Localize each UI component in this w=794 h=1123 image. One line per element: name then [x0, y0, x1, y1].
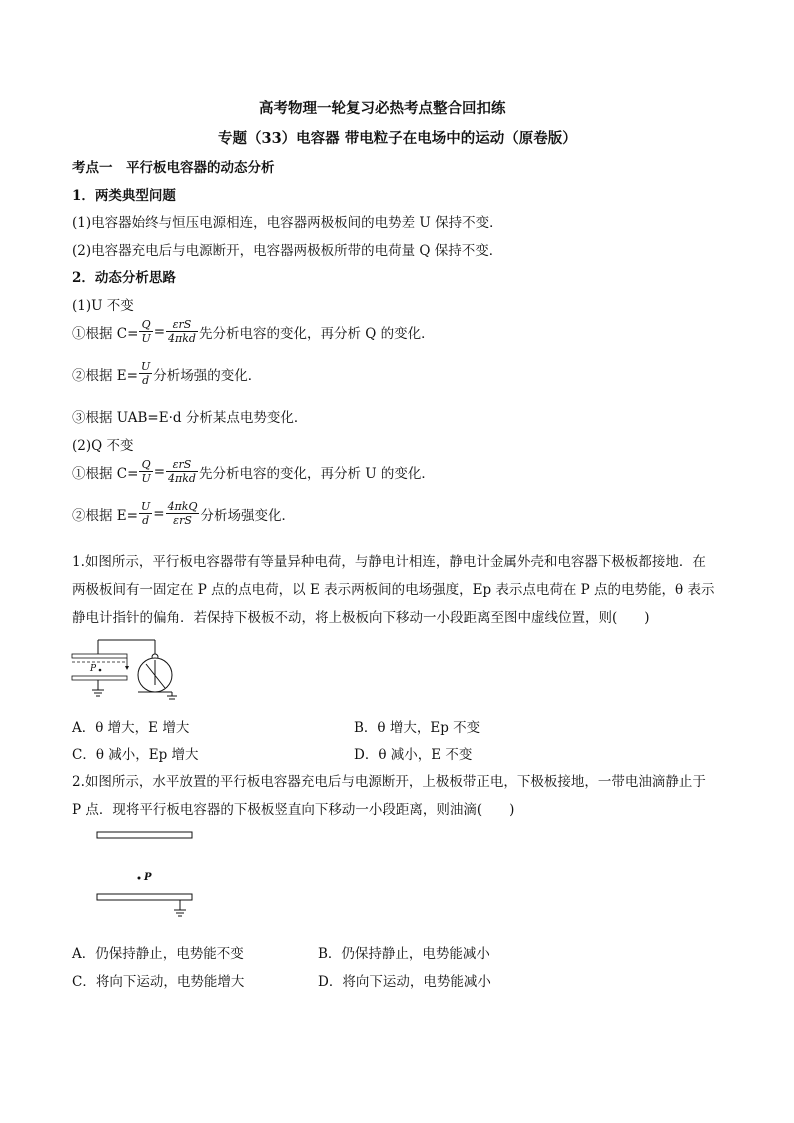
option-d[interactable]: D．θ 减小，E 不变 [354, 747, 473, 763]
denominator: εrS [173, 514, 192, 527]
denominator: U [141, 332, 151, 345]
case-label: (2)Q 不变 [72, 438, 134, 454]
fraction-capacitance [166, 318, 198, 345]
formula-suffix: 分析场强变化． [200, 507, 295, 524]
fraction-q-over-u [139, 458, 152, 485]
formula-line: ①根据 C= $\frac{Q}{U}$ = $\frac{\text{εrS}}{\text{4πkd}}$ 先分析电容的变化，再分析 U 的变化． [72, 458, 435, 485]
formula-suffix: 先分析电容的变化，再分析 U 的变化． [198, 465, 435, 482]
point-p-label: P [90, 664, 97, 674]
option-a[interactable]: A．θ 增大，E 增大 [72, 720, 190, 736]
denominator: 4πkd [168, 472, 196, 485]
numerator: Q [139, 458, 152, 472]
formula-prefix: ②根据 E= [72, 507, 138, 524]
numerator: U [140, 360, 151, 373]
question-2-text: 2.如图所示，水平放置的平行板电容器充电后与电源断开，上极板带正电，下极板接地，一带电油滴静止于 [72, 774, 706, 790]
denominator: U [141, 472, 151, 485]
page-title: 高考物理一轮复习必热考点整合回扣练 [259, 100, 506, 117]
formula-prefix: ①根据 C= [72, 325, 139, 342]
fraction-u-over-d [139, 360, 152, 387]
paragraph: (2)电容器充电后与电源断开，电容器两极板所带的电荷量 Q 保持不变． [72, 243, 503, 259]
fraction-u-over-d [139, 500, 152, 527]
question-1-figure [70, 630, 190, 705]
formula-line: ②根据 E= $\frac{U}{d}$ = $\frac{\text{4πkQ}}{\text{εrS}}$ 分析场强变化． [72, 500, 295, 527]
option-b[interactable]: B．仍保持静止，电势能减小 [318, 946, 490, 962]
question-1-text: 两极板间有一固定在 P 点的点电荷，以 E 表示两板间的电场强度，Ep 表示点电荷在 P 点的电势能，θ 表示 [72, 582, 715, 598]
numerator: εrS [166, 318, 198, 332]
option-a[interactable]: A．仍保持静止，电势能不变 [72, 946, 244, 962]
formula-line: ①根据 C= $\frac{Q}{U}$ = $\frac{\text{εrS}}{\text{4πkd}}$ 先分析电容的变化，再分析 Q 的变化． [72, 318, 435, 345]
section-heading: 考点一 平行板电容器的动态分析 [72, 160, 275, 176]
option-b[interactable]: B．θ 增大，Ep 不变 [354, 720, 481, 736]
paragraph: (1)电容器始终与恒压电源相连，电容器两极板间的电势差 U 保持不变． [72, 215, 503, 231]
fraction-q-over-u [139, 318, 152, 345]
numerator: Q [139, 318, 152, 332]
fraction-capacitance [166, 458, 198, 485]
numerator: 4πkQ [167, 500, 198, 513]
page-subtitle: 专题（33）电容器 带电粒子在电场中的运动（原卷版） [218, 130, 577, 147]
question-1-text: 静电计指针的偏角．若保持下极板不动，将上极板向下移动一小段距离至图中虚线位置，则( ) [72, 610, 650, 626]
formula-suffix: 分析场强的变化． [153, 367, 262, 384]
option-c[interactable]: C．将向下运动，电势能增大 [72, 974, 245, 990]
formula-prefix: ②根据 E= [72, 367, 138, 384]
formula-suffix: 先分析电容的变化，再分析 Q 的变化． [198, 325, 435, 342]
numerator: U [140, 500, 151, 513]
case-label: (1)U 不变 [72, 298, 134, 314]
subheading-typical-problems: 1．两类典型问题 [72, 188, 176, 204]
numerator: εrS [166, 458, 198, 472]
option-d[interactable]: D．将向下运动，电势能减小 [318, 974, 491, 990]
formula-line [72, 360, 261, 387]
formula-prefix: ①根据 C= [72, 465, 139, 482]
fraction-field [166, 500, 200, 527]
option-c[interactable]: C．θ 减小，Ep 增大 [72, 747, 199, 763]
denominator: d [142, 374, 150, 387]
subheading-analysis: 2．动态分析思路 [72, 270, 176, 286]
formula-line: ③根据 UAB=E·d 分析某点电势变化． [72, 410, 308, 426]
question-2-text: P 点．现将平行板电容器的下极板竖直向下移动一小段距离，则油滴( ) [72, 802, 515, 818]
question-1-text: 1.如图所示，平行板电容器带有等量异种电荷，与静电计相连，静电计金属外壳和电容器下极板都接地．在 [72, 554, 706, 570]
denominator: d [142, 514, 150, 527]
point-p-label: P [144, 872, 152, 883]
denominator: 4πkd [168, 332, 196, 345]
